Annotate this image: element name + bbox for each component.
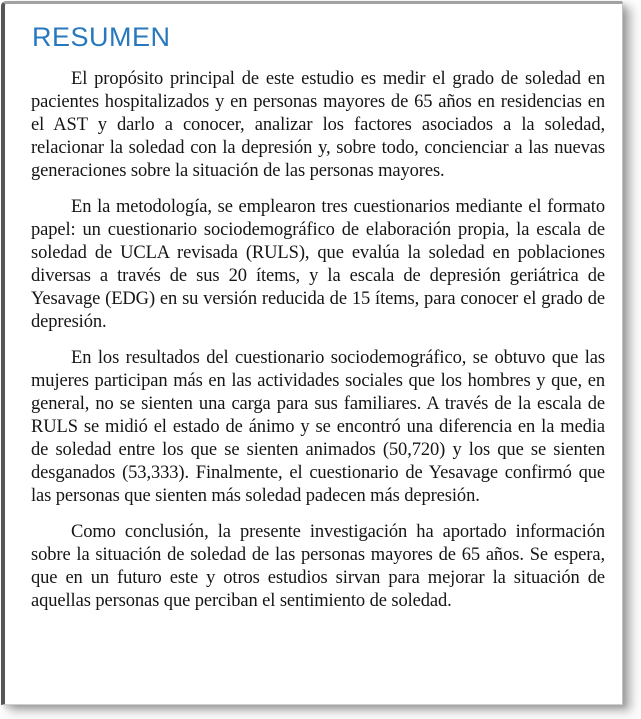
document-page bbox=[1, 1, 623, 705]
section-title: RESUMEN bbox=[32, 22, 171, 52]
abstract-body bbox=[31, 68, 605, 613]
paragraph-purpose: El propósito principal de este estudio es medir el grado de soledad en pacientes hospitalizados y en personas mayores de 65 años en residencias en el AST y darlo a conocer, analizar los factores asociados a la soledad, relacionar la soledad con la depresión y, sobre todo, concienciar a las nuevas generaciones sobre la situación de las personas mayores. bbox=[31, 69, 605, 181]
paragraph-results: En los resultados del cuestionario sociodemográfico, se obtuvo que las mujeres participan más en las actividades sociales que los hombres y que, en general, no se sienten una carga para sus familiares. A través de la escala de RULS se midió el estado de ánimo y se encontró una diferencia en la media de soledad entre los que se sienten animados (50,720) y los que se sienten desganados (53,333). Finalmente, el cuestionario de Yesavage confirmó que las personas que sienten más soledad padecen más depresión. bbox=[31, 348, 605, 506]
paragraph-methodology: En la metodología, se emplearon tres cuestionarios mediante el formato papel: un cuestionario sociodemográfico de elaboración propia, la escala de soledad de UCLA revisada (RULS), que evalúa la soledad en poblaciones diversas a través de sus 20 ítems, y la escala de depresión geriátrica de Yesavage (EDG) en su versión reducida de 15 ítems, para conocer el grado de depresión. bbox=[31, 197, 605, 332]
paragraph-conclusion: Como conclusión, la presente investigación ha aportado información sobre la situación de soledad de las personas mayores de 65 años. Se espera, que en un futuro este y otros estudios sirvan para mejorar la situación de aquellas personas que perciban el sentimiento de soledad. bbox=[31, 522, 605, 611]
